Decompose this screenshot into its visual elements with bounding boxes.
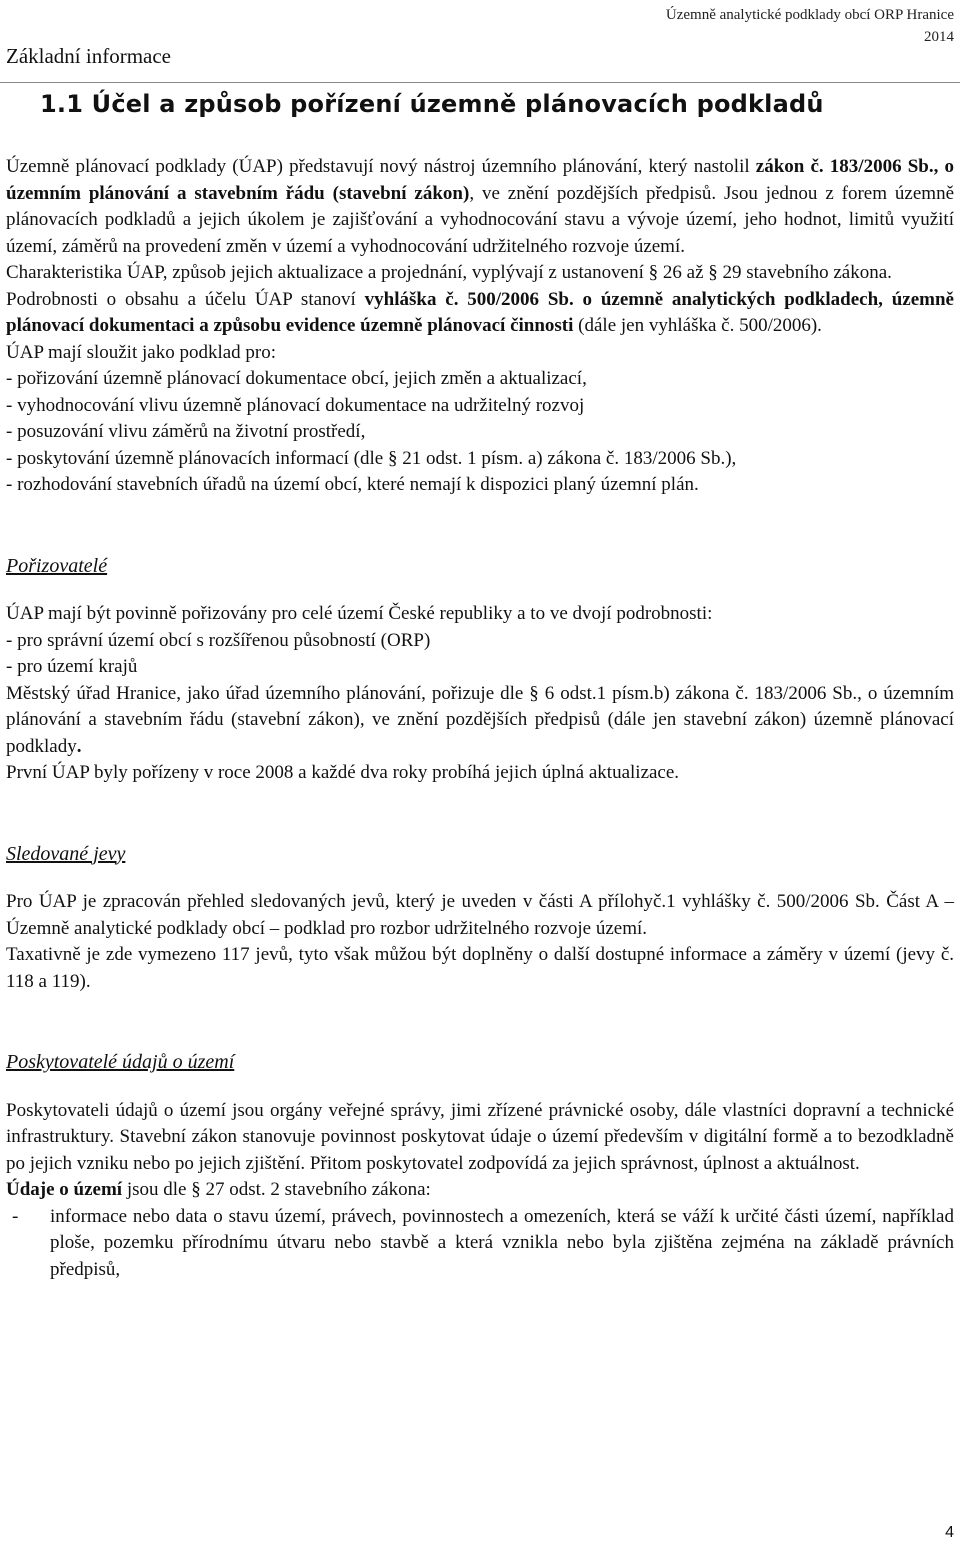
document-year: 2014 (924, 29, 954, 45)
heading-porizovatele: Pořizovatelé (6, 554, 108, 577)
document-header (666, 4, 954, 48)
office-text-end: . (76, 735, 82, 757)
udaje-list (6, 1204, 954, 1284)
page-number: 4 (945, 1524, 954, 1541)
decree-paragraph (6, 287, 954, 340)
decree-reference: vyhláška č. 500/2006 Sb. o územně analytických podkladech, územně plánovací dokumentaci a způsobu evidence územně plánovací činnosti (6, 288, 954, 336)
heading-sledovane-jevy: Sledované jevy (6, 842, 126, 865)
main-content (6, 154, 954, 1283)
header-divider (0, 82, 960, 83)
purpose-lead: ÚAP mají sloužit jako podklad pro: (6, 341, 277, 363)
porizovatele-item: - pro území krajů (6, 656, 138, 677)
heading-poskytovatele: Poskytovatelé údajů o území (6, 1051, 235, 1073)
udaje-term: Údaje o území (6, 1179, 123, 1200)
purpose-item: - rozhodování stavebních úřadů na území obcí, které nemají k dispozici planý územní plán. (6, 474, 699, 495)
chapter-title: Základní informace (6, 44, 172, 68)
porizovatele-history: První ÚAP byly pořízeny v roce 2008 a každé dva roky probíhá jejich úplná aktualizace. (6, 762, 680, 783)
document-title: Územně analytické podklady obcí ORP Hranice (665, 7, 954, 23)
poskytovatele-paragraph: Poskytovateli údajů o území jsou orgány veřejné správy, jimi zřízené právnické osoby, dále vlastníci dopravní a technické infrastruktury. Stavební zákon stanovuje povinnost poskytovat údaje o území především v digitální formě a to bezodkladně po jejich vzniku nebo po jejich zjištění. Přitom poskytovatel zodpovídá za jejich správnost, úplnost a aktuálnost. (6, 1099, 954, 1174)
purpose-item: - posuzování vlivu záměrů na životní prostředí, (6, 421, 366, 442)
porizovatele-paragraph: ÚAP mají být povinně pořizovány pro celé území České republiky a to ve dvojí podrobnosti: (6, 603, 713, 624)
porizovatele-office-paragraph (6, 681, 954, 761)
characteristics-paragraph: Charakteristika ÚAP, způsob jejich aktualizace a projednání, vyplývají z ustanovení § 26 až § 29 stavebního zákona. (6, 262, 892, 283)
list-item-text: informace nebo data o stavu území, právech, povinnostech a omezeních, která se váží k určité části území, například ploše, pozemku přírodnímu útvaru nebo stavbě a která vznikla nebo byla zjištěna zejména na základě právních předpisů, (50, 1205, 954, 1280)
intro-text: Územně plánovací podklady (ÚAP) představují nový nástroj územního plánování, který nastolil (6, 156, 756, 177)
decree-text: Podrobnosti o obsahu a účelu ÚAP stanoví (6, 288, 365, 310)
udaje-paragraph (6, 1177, 954, 1204)
list-item (6, 1204, 954, 1284)
purpose-item: - poskytování územně plánovacích informací (dle § 21 odst. 1 písm. a) zákona č. 183/2006 Sb.), (6, 447, 737, 469)
udaje-text: jsou dle § 27 odst. 2 stavebního zákona: (122, 1179, 431, 1200)
law-title: , o územním plánování a stavebním řádu (stavební zákon) (6, 156, 955, 204)
section-title: 1.1 Účel a způsob pořízení územně plánovacích podkladů (40, 90, 824, 118)
decree-abbreviation: (dále jen vyhláška č. 500/2006). (573, 315, 822, 336)
intro-text-continued: , ve znění pozdějších předpisů. Jsou jednou z forem územně plánovacích podkladů a jejich úkolem je zajišťování a vyhodnocování stavu a vývoje území, jeho hodnot, limitů využití území, záměrů na provedení změn v území a vyhodnocování udržitelného rozvoje území. (6, 182, 954, 257)
porizovatele-item: - pro správní území obcí s rozšířenou působností (ORP) (6, 629, 431, 651)
list-dash: - (12, 1205, 19, 1227)
law-reference: zákon č. 183/2006 Sb. (755, 156, 934, 177)
purpose-item: - vyhodnocování vlivu územně plánovací dokumentace na udržitelný rozvoj (6, 394, 585, 416)
purpose-item: - pořizování územně plánovací dokumentace obcí, jejich změn a aktualizací, (6, 368, 587, 389)
intro-paragraph (6, 154, 954, 260)
jevy-paragraph: Pro ÚAP je zpracován přehled sledovaných jevů, který je uveden v části A přílohyč.1 vyhlášky č. 500/2006 Sb. Část A – Územně analytické podklady obcí – podklad pro rozbor udržitelného rozvoje území. (6, 891, 954, 939)
office-text: Městský úřad Hranice, jako úřad územního plánování, pořizuje dle § 6 odst.1 písm.b) zákona č. 183/2006 Sb., o územním plánování a stavebním řádu (stavební zákon), ve znění pozdějších předpisů (dále jen stavební zákon) územně plánovací podklady (6, 682, 954, 757)
jevy-count-paragraph: Taxativně je zde vymezeno 117 jevů, tyto však můžou být doplněny o další dostupné informace a záměry v území (jevy č. 118 a 119). (6, 944, 954, 992)
